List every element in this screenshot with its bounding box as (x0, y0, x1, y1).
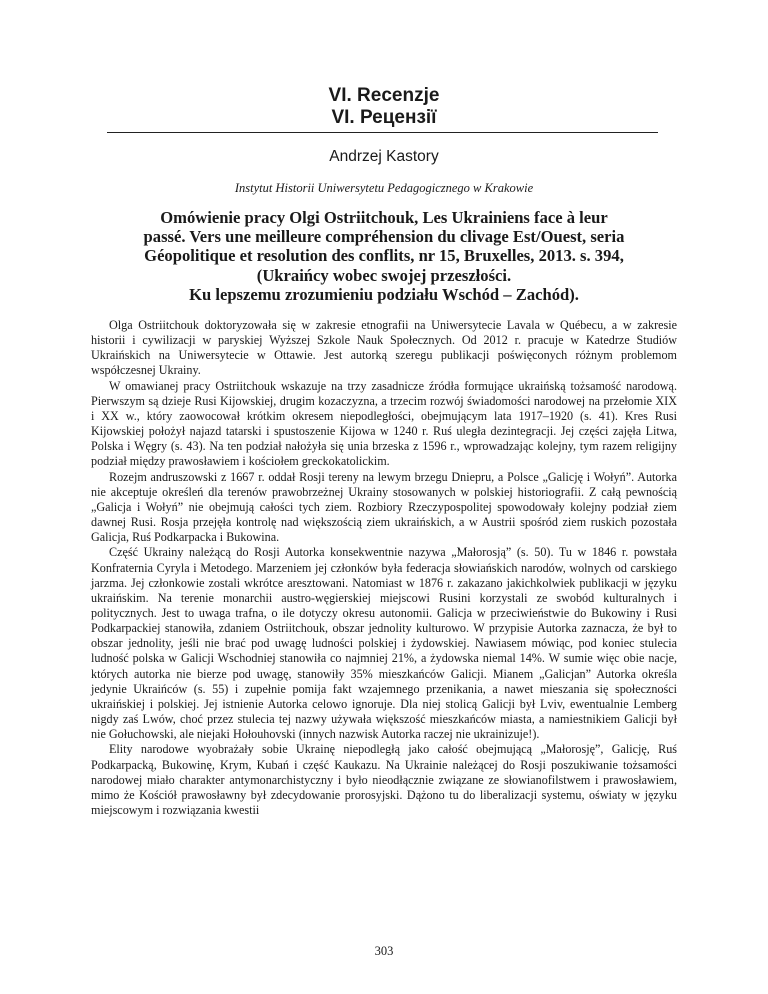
article-title (90, 208, 678, 304)
title-line: (Ukraińcy wobec swojej przeszłości. (256, 265, 512, 285)
body-paragraph: Elity narodowe wyobrażały sobie Ukrainę niepodległą jako całość obejmującą „Małorosję”, Galicję, Ruś Podkarpacką, Bukowinę, Krym, Kubań i część Kaukazu. Na Ukrainie należącej do Rosji poszukiwanie tożsamości narodowej miało charakter antymonarchistyczny i było nieodłącznie związane ze słowianofilstwem i prawosławiem, mimo że Kościół prawosławny był zdecydowanie prorosyjski. Dążono tu do liberalizacji systemu, oświaty w języku miejscowym i rozwiązania kwestii (91, 742, 677, 817)
body-paragraph: W omawianej pracy Ostriitchouk wskazuje na trzy zasadnicze źródła formujące ukraińską tożsamość narodową. Pierwszym są dzieje Rusi Kijowskiej, drugim kozaczyzna, a trzecim rozwój świadomości narodowej na przełomie XIX i XX w., który zaowocował krótkim okresem niepodległości, obejmującym lata 1917–1920 (s. 41). Kres Rusi Kijowskiej położył najazd tatarski i spustoszenie Kijowa w 1240 r. Ruś uległa dezintegracji. Jej części zajęła Litwa, Polska i Węgry (s. 43). Na ten podział nałożyła się unia brzeska z 1596 r., wprowadzając kolejny, tym razem religijny podział między prawosławiem i kościołem greckokatolickim. (91, 378, 677, 469)
body-paragraph: Część Ukrainy należącą do Rosji Autorka konsekwentnie nazywa „Małorosją” (s. 50). Tu w 1846 r. powstała Konfraternia Cyryla i Metodego. Marzeniem jej członków była federacja słowiańskich narodów, wolnych od carskiego jarzma. Jej członkowie zostali wkrótce aresztowani. Natomiast w 1876 r. zakazano jakichkolwiek publikacji w języku ukraińskim. Na terenie monarchii austro-węgierskiej miejscowi Rusini korzystali ze swobód kulturalnych i politycznych. Jest to uwaga trafna, o ile dotyczy okresu autonomii. Galicja w przeciwieństwie do Bukowiny i Rusi Podkarpackiej stanowiła, zdaniem Ostriitchouk, obszar jednolity kulturowo. W przypisie Autorka zaznacza, że był to obszar jednolity, jeśli nie brać pod uwagę ludności polskiej i żydowskiej. Nawiasem mówiąc, pod koniec stulecia ludność polska w Galicji Wschodniej stanowiła co najmniej 21%, a żydowska niemal 14%. W sumie więc obie nacje, których autorka nie bierze pod uwagę, stanowiły 35% mieszkańców Galicji. Mianem „Galicjan” Autorka określa jedynie Ukraińców (s. 55) i zupełnie pomija fakt wzajemnego przenikania, a nawet mieszania się społeczności ukraińskiej i polskiej. Jej istnienie Autorka celowo ignoruje. Dla niej stolicą Galicji był Lviv, ewentualnie Lemberg nigdy zaś Lwów, choć przez stulecia tej nazwy używała większość mieszkańców miasta, a namiestnikiem Galicji był nie Gołuchowski, ale niejaki Hołouhovski (innych nazwisk Autorka raczej nie ukrainizuje!). (91, 545, 677, 742)
article-body (91, 318, 677, 818)
author-name: Andrzej Kastory (329, 148, 439, 165)
title-line: passé. Vers une meilleure compréhension du clivage Est/Ouest, seria (143, 227, 625, 247)
title-line: Géopolitique et resolution des conflits, nr 15, Bruxelles, 2013. s. 394, (144, 246, 624, 266)
body-paragraph: Olga Ostriitchouk doktoryzowała się w zakresie etnografii na Uniwersytecie Lavala w Québecu, a w zakresie historii i cywilizacji w paryskiej Wyższej Szkole Nauk Społecznych. Od 2012 r. pracuje w Katedrze Studiów Ukraińskich na Uniwersytecie w Ottawie. Jest autorką szeregu publikacji poświęconych różnym problemom współczesnej Ukrainy. (91, 318, 677, 378)
header-divider (107, 132, 658, 133)
title-line: Omówienie pracy Olgi Ostriitchouk, Les Ukrainiens face à leur (160, 208, 608, 227)
section-title-polish: VI. Recenzje (328, 85, 440, 106)
body-paragraph: Rozejm andruszowski z 1667 r. oddał Rosji tereny na lewym brzegu Dniepru, a Polsce „Galicję i Wołyń”. Autorka nie akceptuje określeń dla terenów prawobrzeżnej Ukrainy stosowanych w polskiej historiografii. Z całą pewnością „Galicja i Wołyń” nie obejmują całości tych ziem. Rozbiory Rzeczypospolitej spowodowały kolejny podział ziem dawnej Rusi. Rosja przejęła kontrolę nad większością ziem ukraińskich, a w Austrii spośród ziem ruskich pozostała Galicja, Ruś Podkarpacka i Bukowina. (91, 469, 677, 545)
title-line: Ku lepszemu zrozumieniu podziału Wschód – Zachód). (189, 284, 579, 304)
page-number: 303 (374, 944, 394, 958)
section-header (0, 85, 768, 129)
author-affiliation: Instytut Historii Uniwersytetu Pedagogicznego w Krakowie (234, 181, 534, 195)
section-title-ukrainian: VI. Рецензії (331, 107, 437, 128)
